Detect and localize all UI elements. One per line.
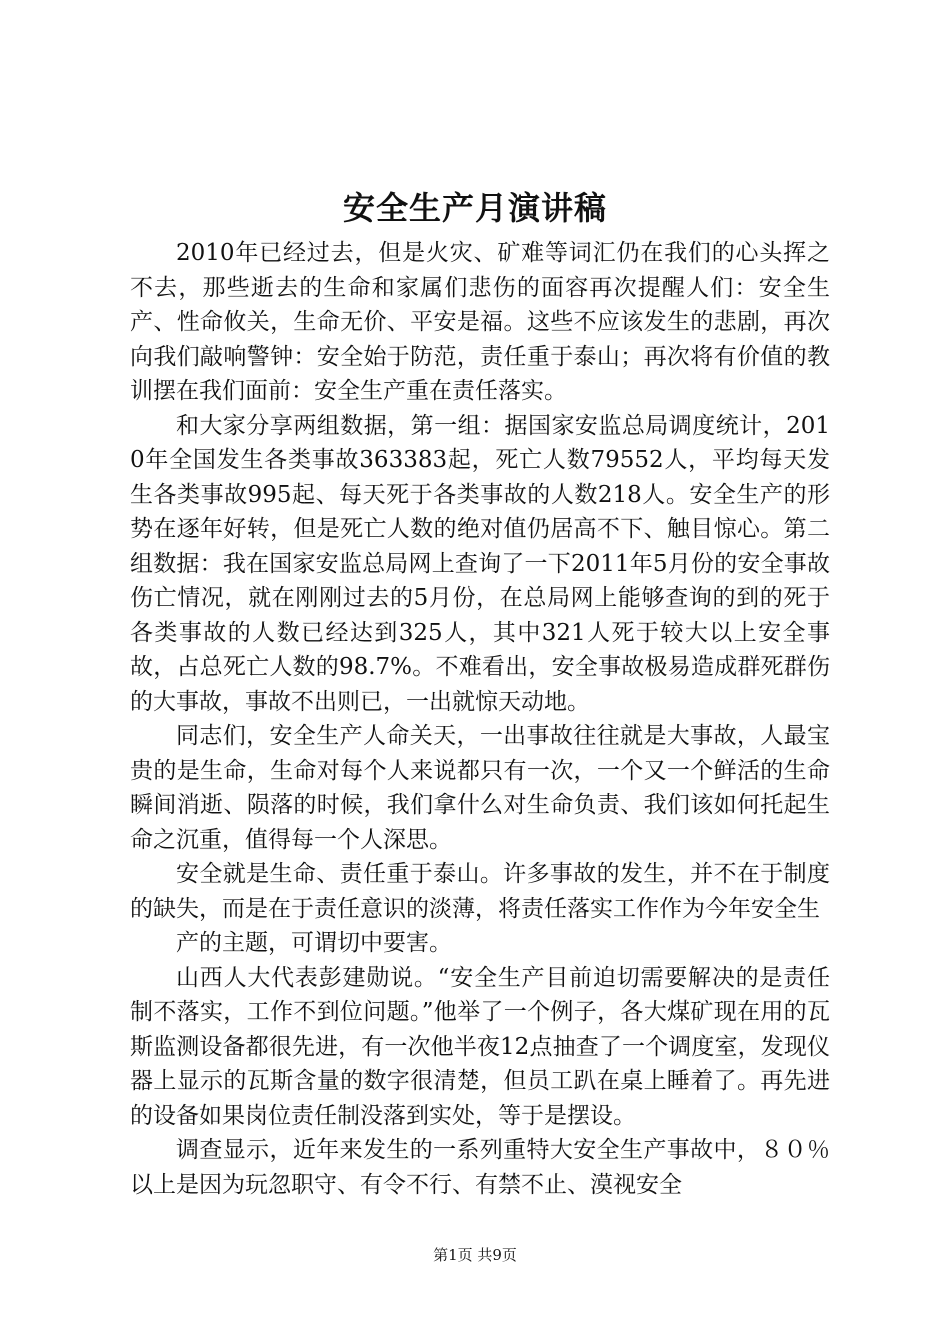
- paragraph: 同志们，安全生产人命关天，一出事故往往就是大事故，人最宝贵的是生命，生命对每个人来说都只有一次，一个又一个鲜活的生命瞬间消逝、陨落的时候，我们拿什么对生命负责、我们该如何托起生命之沉重，值得每一个人深思。: [130, 723, 830, 853]
- paragraph: 产的主题，可谓切中要害。: [176, 930, 452, 956]
- paragraph: 山西人大代表彭建勋说。“安全生产目前迫切需要解决的是责任制不落实，工作不到位问题。”他举了一个例子，各大煤矿现在用的瓦斯监测设备都很先进，有一次他半夜12点抽查了一个调度室，发现仪器上显示的瓦斯含量的数字很清楚，但员工趴在桌上睡着了。再先进的设备如果岗位责任制没落到实处，等于是摆设。: [130, 964, 830, 1129]
- paragraph: 2010年已经过去，但是火灾、矿难等词汇仍在我们的心头挥之不去，那些逝去的生命和家属们悲伤的面容再次提醒人们：安全生产、性命攸关，生命无价、平安是福。这些不应该发生的悲剧，再次向我们敲响警钟：安全始于防范，责任重于泰山；再次将有价值的教训摆在我们面前：安全生产重在责任落实。: [130, 240, 830, 404]
- page-number-footer: 第1页 共9页: [433, 1246, 517, 1264]
- document-title: 安全生产月演讲稿: [342, 189, 607, 227]
- paragraph: 调查显示，近年来发生的一系列重特大安全生产事故中，８０％以上是因为玩忽职守、有令不行、有禁不止、漠视安全: [130, 1137, 830, 1198]
- document-body: [130, 236, 830, 1202]
- paragraph: 和大家分享两组数据，第一组：据国家安监总局调度统计，2010年全国发生各类事故363383起，死亡人数79552人，平均每天发生各类事故995起、每天死于各类事故的人数218人。安全生产的形势在逐年好转，但是死亡人数的绝对值仍居高不下、触目惊心。第二组数据：我在国家安监总局网上查询了一下2011年5月份的安全事故伤亡情况，就在刚刚过去的5月份，在总局网上能够查询的到的死于各类事故的人数已经达到325人，其中321人死于较大以上安全事故，占总死亡人数的98.7%。不难看出，安全事故极易造成群死群伤的大事故，事故不出则已，一出就惊天动地。: [130, 412, 830, 715]
- paragraph: 安全就是生命、责任重于泰山。许多事故的发生，并不在于制度的缺失，而是在于责任意识的淡薄，将责任落实工作作为今年安全生: [130, 861, 830, 922]
